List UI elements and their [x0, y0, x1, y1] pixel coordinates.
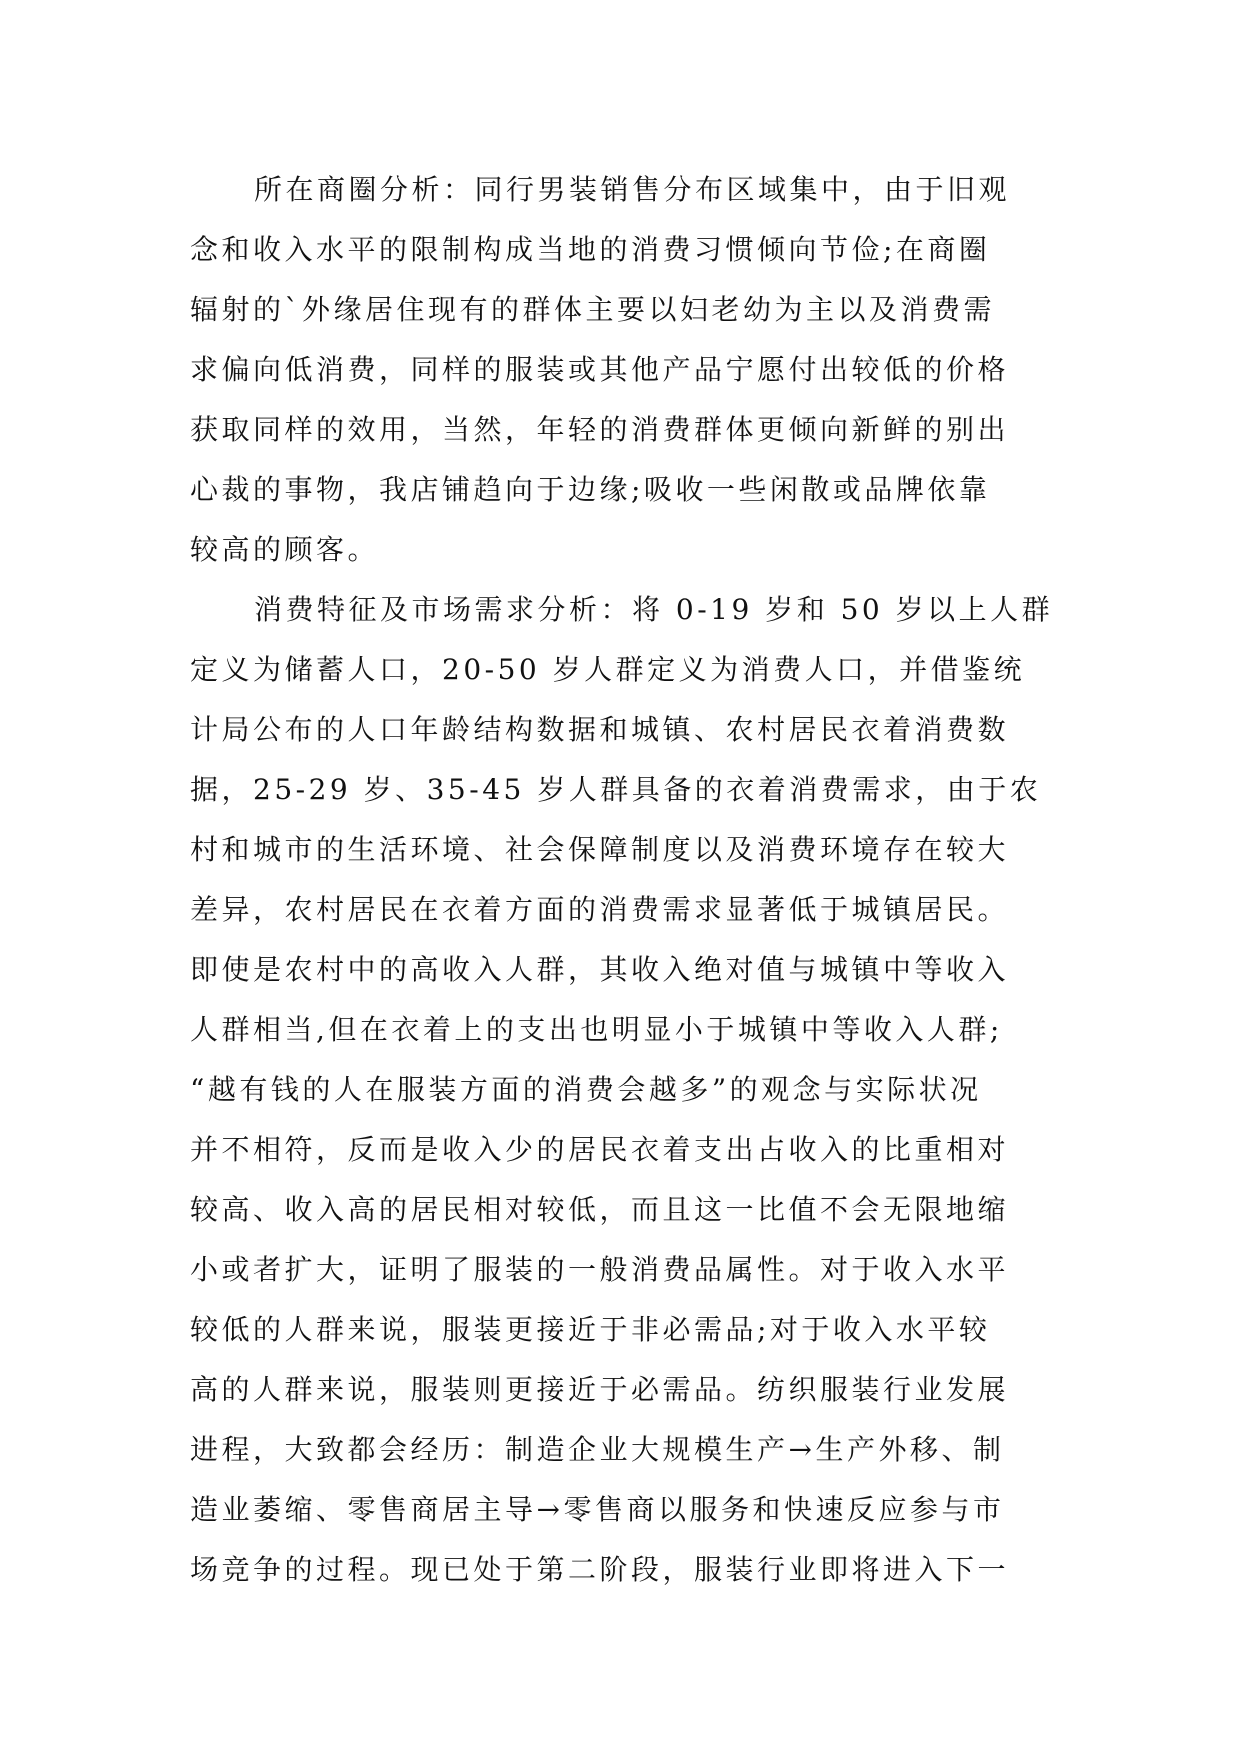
paragraph-line: “越有钱的人在服装方面的消费会越多”的观念与实际状况 [190, 1073, 982, 1106]
paragraph-line: 辐射的`外缘居住现有的群体主要以妇老幼为主以及消费需 [190, 293, 996, 326]
paragraph-line: 高的人群来说，服装则更接近于必需品。纺织服装行业发展 [190, 1373, 1010, 1406]
paragraph-line: 差异，农村居民在衣着方面的消费需求显著低于城镇居民。 [190, 893, 1010, 926]
paragraph-line: 并不相符，反而是收入少的居民衣着支出占收入的比重相对 [190, 1133, 1010, 1166]
paragraph-trade-area-analysis [190, 160, 1070, 580]
paragraph-line: 进程，大致都会经历：制造企业大规模生产→生产外移、制 [190, 1433, 1005, 1466]
paragraph-line: 即使是农村中的高收入人群，其收入绝对值与城镇中等收入 [190, 953, 1010, 986]
paragraph-consumption-market-analysis [190, 580, 1070, 1600]
paragraph-line: 场竞争的过程。现已处于第二阶段，服装行业即将进入下一 [190, 1553, 1010, 1586]
paragraph-line: 所在商圈分析：同行男装销售分布区域集中，由于旧观 [254, 173, 1011, 206]
paragraph-line: 念和收入水平的限制构成当地的消费习惯倾向节俭;在商圈 [190, 233, 991, 266]
paragraph-line: 人群相当,但在衣着上的支出也明显小于城镇中等收入人群; [190, 1013, 1003, 1046]
paragraph-line: 据，25-29 岁、35-45 岁人群具备的衣着消费需求，由于农 [190, 773, 1042, 806]
paragraph-line: 消费特征及市场需求分析：将 0-19 岁和 50 岁以上人群 [254, 593, 1054, 626]
paragraph-line: 定义为储蓄人口，20-50 岁人群定义为消费人口，并借鉴统 [190, 653, 1026, 686]
paragraph-line: 造业萎缩、零售商居主导→零售商以服务和快速反应参与市 [190, 1493, 1005, 1526]
paragraph-line: 较高的顾客。 [190, 533, 380, 566]
paragraph-line: 村和城市的生活环境、社会保障制度以及消费环境存在较大 [190, 833, 1010, 866]
paragraph-line: 较低的人群来说，服装更接近于非必需品;对于收入水平较 [190, 1313, 991, 1346]
paragraph-line: 小或者扩大，证明了服装的一般消费品属性。对于收入水平 [190, 1253, 1010, 1286]
paragraph-line: 求偏向低消费，同样的服装或其他产品宁愿付出较低的价格 [190, 353, 1010, 386]
paragraph-line: 获取同样的效用，当然，年轻的消费群体更倾向新鲜的别出 [190, 413, 1010, 446]
paragraph-line: 心裁的事物，我店铺趋向于边缘;吸收一些闲散或品牌依靠 [190, 473, 991, 506]
paragraph-line: 较高、收入高的居民相对较低，而且这一比值不会无限地缩 [190, 1193, 1010, 1226]
paragraph-line: 计局公布的人口年龄结构数据和城镇、农村居民衣着消费数 [190, 713, 1010, 746]
